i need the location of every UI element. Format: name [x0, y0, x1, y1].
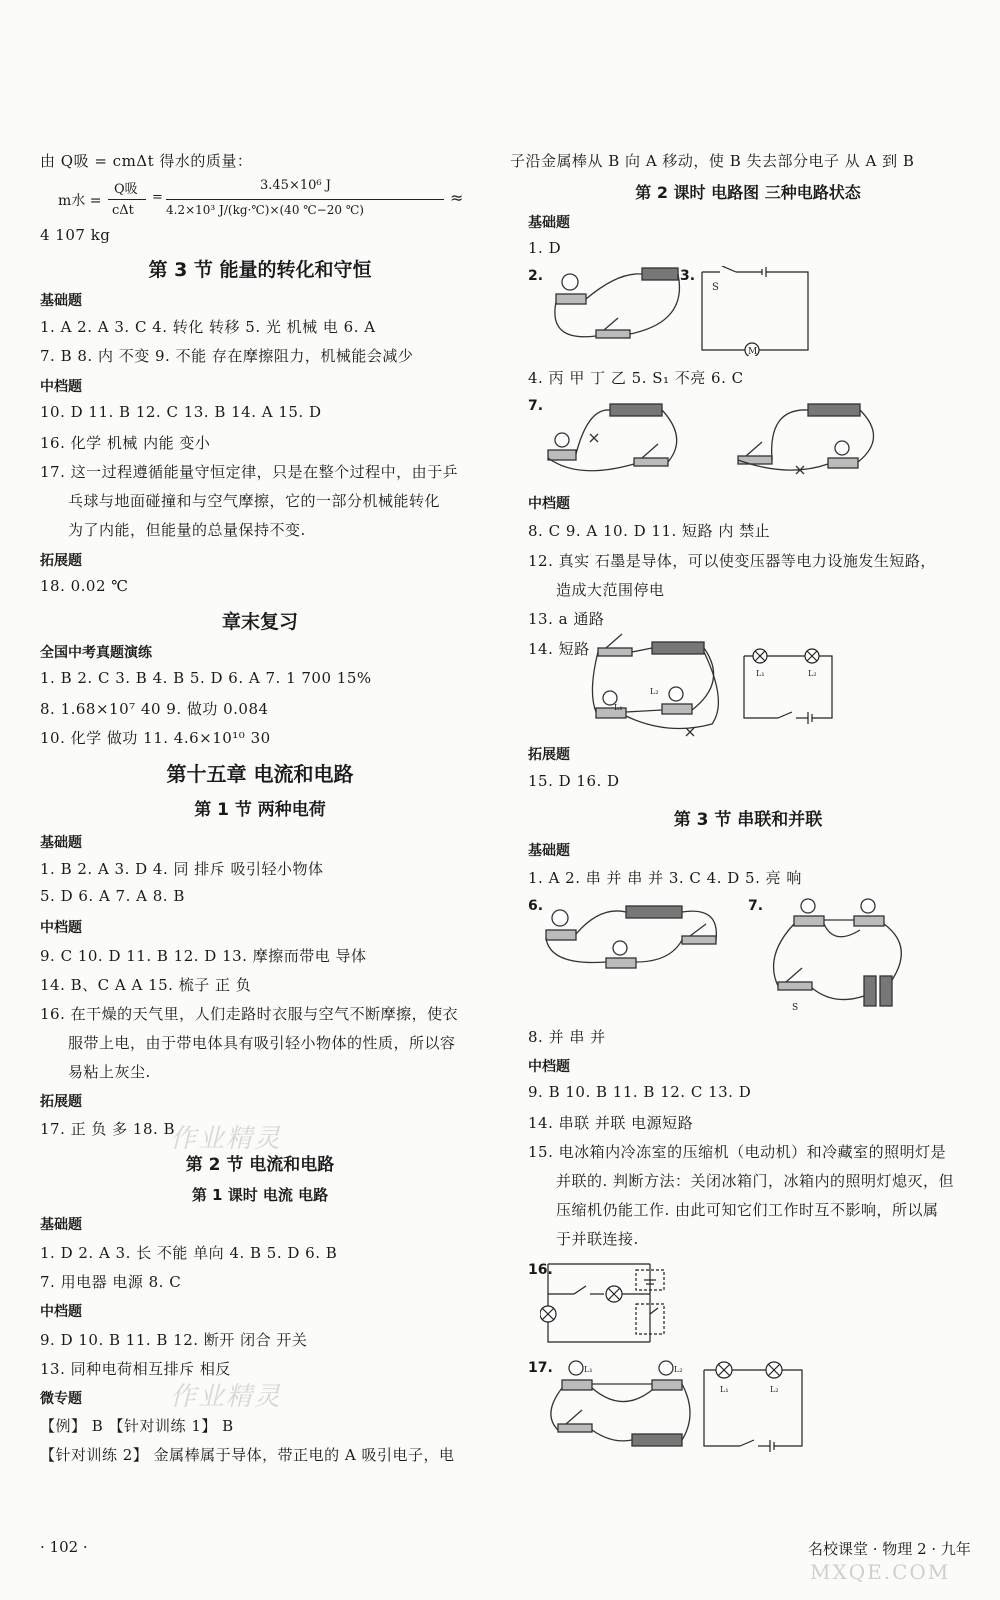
text-line: 4 107 kg	[40, 226, 111, 244]
chapter-title: 第十五章 电流和电路	[166, 762, 354, 786]
category-label: 全国中考真题演练	[40, 645, 152, 661]
formula-lhs: m水 =	[58, 193, 102, 209]
circuit-diagram-s3-7	[764, 896, 924, 1016]
category-label: 微专题	[40, 1391, 82, 1407]
answer-line: 13. a 通路	[528, 610, 605, 628]
answer-line: 15. D 16. D	[528, 772, 620, 790]
answer-line: 15. 电冰箱内冷冻室的压缩机（电动机）和冷藏室的照明灯是	[528, 1143, 947, 1161]
answer-line: 16. 在干燥的天气里，人们走路时衣服与空气不断摩擦，使衣	[40, 1005, 459, 1023]
category-label: 中档题	[528, 1059, 570, 1075]
circuit-diagram-7a	[538, 398, 698, 478]
answer-line: 5. D 6. A 7. A 8. B	[40, 887, 185, 905]
answer-line: 9. C 10. D 11. B 12. D 13. 摩擦而带电 导体	[40, 947, 367, 965]
answer-line: 16. 化学 机械 内能 变小	[40, 434, 211, 452]
equals-sign: =	[152, 190, 163, 205]
section-title: 第 3 节 能量的转化和守恒	[148, 259, 372, 281]
question-number: 2.	[528, 268, 544, 284]
answer-line: 于并联连接.	[556, 1230, 639, 1248]
answer-line: 10. 化学 做功 11. 4.6×10¹⁰ 30	[40, 729, 271, 747]
answer-line: 1. A 2. 串 并 串 并 3. C 4. D 5. 亮 响	[528, 869, 802, 887]
answer-line: 1. B 2. A 3. D 4. 同 排斥 吸引轻小物体	[40, 860, 324, 878]
motor-label: M	[748, 347, 758, 356]
answer-line: 为了内能，但能量的总量保持不变.	[68, 521, 306, 539]
section-title: 第 3 节 串联和并联	[673, 810, 823, 830]
approx-sign: ≈	[450, 188, 464, 207]
lamp-label-L1: L₁	[614, 703, 623, 712]
answer-line: 8. 并 串 并	[528, 1028, 606, 1046]
lesson-title: 第 1 课时 电流 电路	[191, 1186, 329, 1204]
fraction-bar	[108, 199, 146, 200]
answer-line: 1. B 2. C 3. B 4. B 5. D 6. A 7. 1 700 15%	[40, 669, 372, 687]
circuit-diagram-14a	[588, 632, 738, 744]
fraction-denominator: 4.2×10³ J/(kg·℃)×(40 ℃−20 ℃)	[166, 203, 364, 217]
category-label: 拓展题	[528, 747, 570, 763]
answer-line: 乓球与地面碰撞和与空气摩擦，它的一部分机械能转化	[68, 492, 441, 510]
circuit-diagram-s3-16	[540, 1258, 690, 1358]
section-title: 章末复习	[221, 611, 298, 633]
answer-line: 造成大范围停电	[556, 581, 665, 599]
circuit-diagram-7b	[728, 398, 898, 478]
page-number: · 102 ·	[40, 1538, 88, 1556]
circuit-diagram-3	[696, 266, 816, 356]
lamp-label-L2: L₂	[770, 1385, 779, 1394]
question-number: 17.	[528, 1360, 553, 1376]
category-label: 基础题	[40, 1217, 82, 1233]
answer-line: 易粘上灰尘.	[68, 1063, 151, 1081]
book-footer: 名校课堂 · 物理 2 · 九年	[808, 1540, 971, 1558]
answer-line: 9. D 10. B 11. B 12. 断开 闭合 开关	[40, 1331, 308, 1349]
answer-line: 17. 这一过程遵循能量守恒定律，只是在整个过程中，由于乒	[40, 463, 459, 481]
category-label: 拓展题	[40, 553, 82, 569]
category-label: 基础题	[528, 215, 570, 231]
answer-line: 14. B、C A A 15. 梳子 正 负	[40, 976, 252, 994]
answer-line: 17. 正 负 多 18. B	[40, 1120, 176, 1138]
lamp-label-L1: L₁	[720, 1385, 729, 1394]
question-number: 6.	[528, 898, 544, 914]
answer-line: 4. 丙 甲 丁 乙 5. S₁ 不亮 6. C	[528, 369, 744, 387]
answer-line: 13. 同种电荷相互排斥 相反	[40, 1360, 231, 1378]
answer-line: 服带上电，由于带电体具有吸引轻小物体的性质，所以容	[68, 1034, 456, 1052]
watermark: MXQE.COM	[810, 1560, 951, 1584]
circuit-diagram-s3-17a	[542, 1354, 702, 1464]
answer-line: 1. D 2. A 3. 长 不能 单向 4. B 5. D 6. B	[40, 1244, 338, 1262]
fraction-numerator: Q吸	[114, 182, 138, 197]
category-label: 拓展题	[40, 1094, 82, 1110]
category-label: 基础题	[528, 843, 570, 859]
answer-line: 压缩机仍能工作. 由此可知它们工作时互不影响，所以属	[556, 1201, 939, 1219]
answer-line: 9. B 10. B 11. B 12. C 13. D	[528, 1083, 752, 1101]
section-title: 第 1 节 两种电荷	[194, 800, 326, 820]
watermark: 作业精灵	[170, 1124, 283, 1154]
lamp-label-L1: L₁	[756, 669, 765, 678]
question-number: 7.	[748, 898, 764, 914]
circuit-diagram-14b	[738, 648, 838, 728]
lamp-label-L2: L₂	[674, 1365, 683, 1374]
answer-line: 8. C 9. A 10. D 11. 短路 内 禁止	[528, 522, 771, 540]
question-number: 16.	[528, 1262, 553, 1278]
answer-line: 10. D 11. B 12. C 13. B 14. A 15. D	[40, 403, 322, 421]
category-label: 中档题	[40, 1304, 82, 1320]
lesson-title: 第 2 课时 电路图 三种电路状态	[635, 183, 861, 202]
answer-line: 1. A 2. A 3. C 4. 转化 转移 5. 光 机械 电 6. A	[40, 318, 376, 336]
circuit-diagram-s3-17b	[698, 1360, 808, 1460]
answer-line: 14. 短路	[528, 640, 590, 658]
answer-line: 8. 1.68×10⁷ 40 9. 做功 0.084	[40, 700, 269, 718]
answer-line: 1. D	[528, 239, 562, 257]
answer-line: 【例】 B 【针对训练 1】 B	[40, 1417, 234, 1435]
answer-line: 12. 真实 石墨是导体，可以使变压器等电力设施发生短路，	[528, 552, 936, 570]
answer-line: 并联的. 判断方法：关闭冰箱门，冰箱内的照明灯熄灭，但	[556, 1172, 955, 1190]
text-line: 子沿金属棒从 B 向 A 移动，使 B 失去部分电子 从 A 到 B	[510, 152, 915, 170]
question-number: 7.	[528, 398, 544, 414]
category-label: 基础题	[40, 293, 82, 309]
category-label: 中档题	[40, 920, 82, 936]
question-number: 3.	[680, 268, 696, 284]
fraction-denominator: cΔt	[112, 203, 134, 218]
mass-formula	[40, 178, 480, 228]
lamp-label-L1: L₁	[584, 1365, 593, 1374]
category-label: 中档题	[528, 496, 570, 512]
answer-line: 【针对训练 2】 金属棒属于导体，带正电的 A 吸引电子，电	[40, 1446, 455, 1464]
circuit-diagram-2	[538, 262, 688, 352]
section-title: 第 2 节 电流和电路	[185, 1155, 335, 1175]
category-label: 中档题	[40, 379, 82, 395]
answer-line: 7. B 8. 内 不变 9. 不能 存在摩擦阻力，机械能会减少	[40, 347, 414, 365]
category-label: 基础题	[40, 835, 82, 851]
fraction-numerator: 3.45×10⁶ J	[260, 178, 331, 193]
lamp-label-L2: L₂	[650, 687, 659, 696]
answer-line: 18. 0.02 ℃	[40, 577, 129, 595]
watermark: 作业精灵	[170, 1382, 283, 1412]
answer-line: 7. 用电器 电源 8. C	[40, 1273, 182, 1291]
fraction-bar	[166, 199, 444, 200]
lamp-label-L2: L₂	[808, 669, 817, 678]
circuit-diagram-s3-6	[540, 896, 730, 978]
switch-label: S	[792, 1003, 799, 1013]
switch-label: S	[712, 282, 719, 293]
answer-line: 14. 串联 并联 电源短路	[528, 1114, 694, 1132]
text-line: 由 Q吸 = cmΔt 得水的质量：	[40, 152, 253, 170]
